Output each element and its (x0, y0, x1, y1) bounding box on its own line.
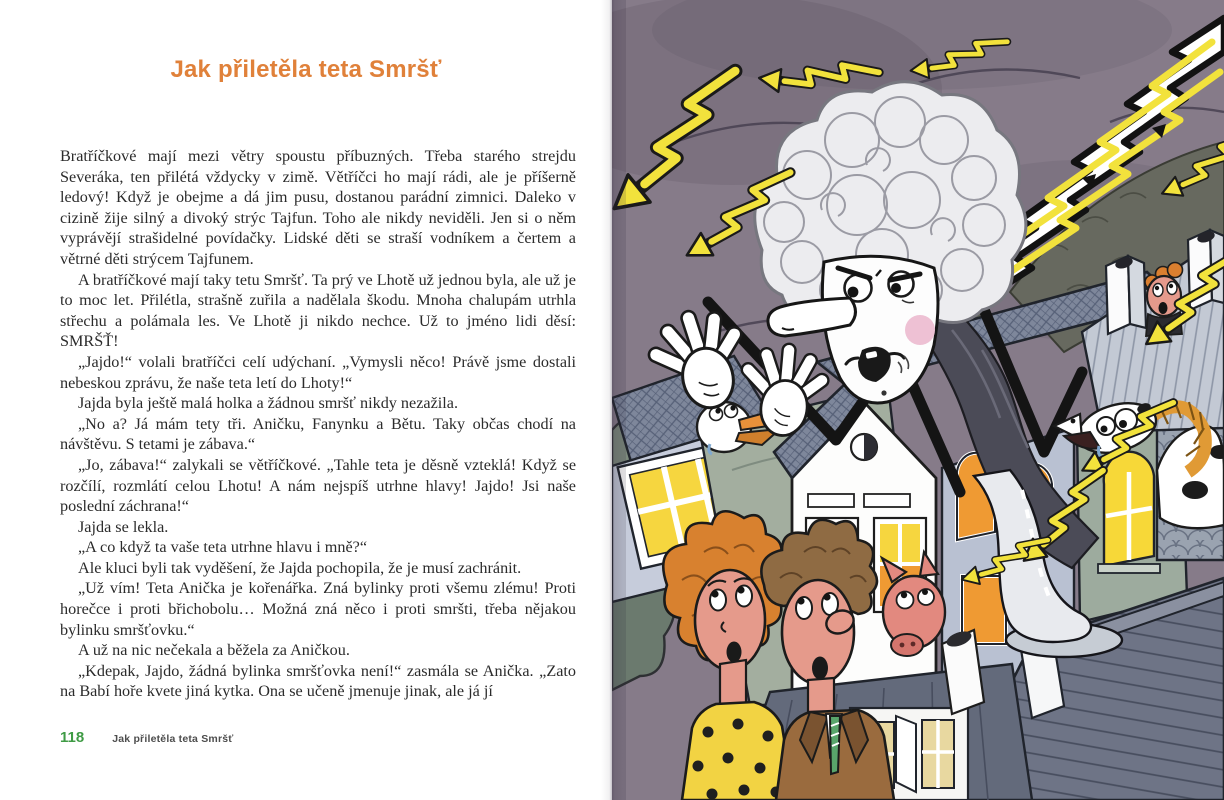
right-page (612, 0, 1224, 800)
paragraph: „No a? Já mám tety tři. Aničku, Fanynku a Bětu. Taky občas chodí na návštěvu. S tetami je zábava.“ (60, 414, 576, 454)
storm-illustration (612, 0, 1224, 800)
body-text (60, 146, 576, 702)
paragraph: Ale kluci byli tak vyděšení, že Jajda pochopila, že je musí zachránit. (78, 558, 522, 577)
boy-mouth (812, 657, 828, 680)
paragraph: „Už vím! Teta Anička je kořenářka. Zná bylinky proti všemu zlému! Proti horečce i proti břichobolu… Možná zná něco i proti smršti, třeba nějakou bylinku smršťovku.“ (60, 579, 576, 639)
paragraph: Bratříčkové mají mezi větry spoustu příbuzných. Třeba starého strejdu Severáka, ten přilétá vždycky v zimě. Větříčci ho mají rádi, ale je příšerně ledový! Když je obejme a dá jim pusu, dostanou parádní zimnici. Daleko v cizině žije silný a divoký strýc Tajfun. Toho ale nikdy neviděli. Jen si o něm vyprávějí strašidelné povídačky. Lidské děti se straší vodníkem a čertem a větrné děti strýcem Tajfunem. (60, 147, 576, 268)
chimney (1106, 255, 1146, 334)
paragraph: „A co když ta vaše teta utrhne hlavu i mně?“ (78, 538, 368, 557)
girl-mouth (727, 642, 742, 663)
paragraph: „Jajdo!“ volali bratříčci celí udýchaní. „Vymysli něco! Právě jsme dostali nebeskou zprávu, že naše teta letí do Lhoty!“ (60, 352, 576, 392)
page-number: 118 (60, 729, 85, 746)
paragraph: Jajda byla ještě malá holka a žádnou smršť nikdy nezažila. (78, 394, 458, 413)
gutter-shadow (612, 0, 626, 800)
paragraph: „Kdepak, Jajdo, žádná bylinka smršťovka není!“ zasmála se Anička. „Zato na Babí hoře kvete jiná kytka. Ona se učeně jmenuje jinak, ale já jí (60, 661, 576, 701)
paragraph: A už na nic nečekala a běžela za Aničkou. (78, 641, 350, 660)
chapter-title: Jak přiletěla teta Smršť (170, 56, 442, 83)
paragraph: A bratříčkové mají taky tetu Smršť. Ta prý ve Lhotě už jednou byla, ale už je to moc let. Přilétla, strašně zuřila a nadělala škodu. Mnoha chalupám utrhla střechu a polámala les. Ve Lhotě ji nikdo nechce. Už to jméno lidi děsí: SMRŠŤ! (60, 270, 576, 351)
running-head: Jak přiletěla teta Smršť (112, 733, 234, 745)
paragraph: „Jo, zábava!“ zalykali se větříčkové. „Tahle teta je děsně vzteklá! Když se rozčílí, rozmlátí celou Lhotu! A nám nejspíš utrhne hlavy! Jajdo! Jsi naše poslední záchrana!“ (60, 455, 576, 516)
blush-cheek (905, 315, 935, 345)
paragraph: Jajda se lekla. (78, 517, 169, 536)
page-footer (60, 729, 234, 746)
